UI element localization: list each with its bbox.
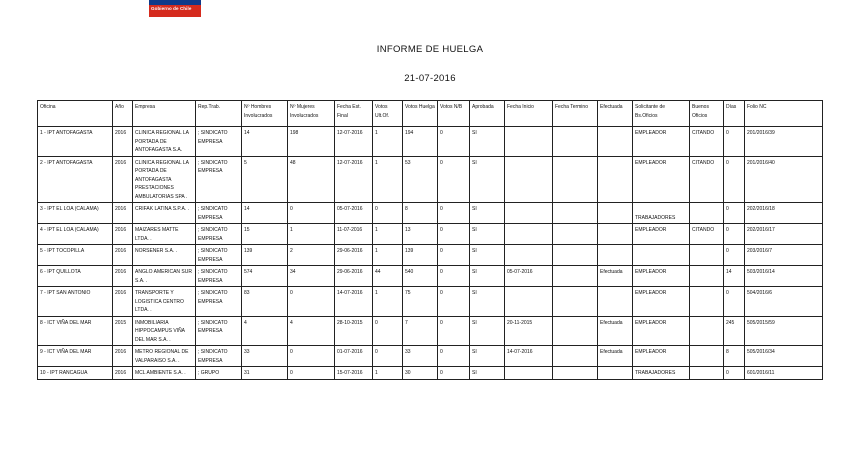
table-cell: 0 — [724, 245, 745, 266]
table-cell: 0 — [724, 287, 745, 317]
table-cell: 1 — [373, 367, 403, 380]
table-cell: 1 — [288, 224, 335, 245]
table-cell: NORSENER S.A. . — [133, 245, 196, 266]
table-cell: 139 — [242, 245, 288, 266]
table-cell: CITANDO — [690, 127, 724, 157]
table-cell: 503/2016/14 — [745, 266, 823, 287]
table-cell — [690, 367, 724, 380]
table-cell: 30 — [403, 367, 438, 380]
table-cell: 0 — [438, 224, 470, 245]
table-cell: SI — [470, 203, 505, 224]
column-header: Solicitante de Bs.Oficios — [633, 101, 690, 127]
table-cell: 0 — [373, 316, 403, 346]
table-cell: 505/2016/34 — [745, 346, 823, 367]
government-logo — [149, 0, 201, 12]
table-cell — [690, 203, 724, 224]
column-header: Oficina — [38, 101, 113, 127]
table-row — [38, 266, 823, 287]
table-cell: EMPLEADOR — [633, 127, 690, 157]
table-cell — [553, 203, 598, 224]
table-cell: TRABAJADORES — [633, 367, 690, 380]
table-cell: 7 - IPT SAN ANTONIO — [38, 287, 113, 317]
table-cell: 13 — [403, 224, 438, 245]
table-cell: SI — [470, 367, 505, 380]
table-cell — [690, 346, 724, 367]
table-cell: ; SINDICATO EMPRESA — [196, 156, 242, 203]
table-cell: ; SINDICATO EMPRESA — [196, 203, 242, 224]
table-cell: SI — [470, 346, 505, 367]
table-cell: CLINICA REGIONAL LA PORTADA DE ANTOFAGASTA PRESTACIONES AMBULATORIAS SPA . — [133, 156, 196, 203]
table-cell: SI — [470, 287, 505, 317]
table-cell — [553, 287, 598, 317]
table-cell: 0 — [438, 127, 470, 157]
table-cell: TRABAJADORES — [633, 203, 690, 224]
table-cell — [505, 156, 553, 203]
table-cell: 194 — [403, 127, 438, 157]
table-cell: 2016 — [113, 203, 133, 224]
table-cell: 540 — [403, 266, 438, 287]
table-cell: 12-07-2016 — [335, 156, 373, 203]
table-cell — [690, 245, 724, 266]
table-row — [38, 203, 823, 224]
table-cell: 14 — [242, 127, 288, 157]
table-cell: 1 — [373, 224, 403, 245]
table-row — [38, 156, 823, 203]
table-cell — [553, 316, 598, 346]
table-cell: SI — [470, 316, 505, 346]
column-header: Fecha Est. Final — [335, 101, 373, 127]
table-cell: EMPLEADOR — [633, 224, 690, 245]
table-cell: 8 — [403, 203, 438, 224]
table-cell: 201/2016/40 — [745, 156, 823, 203]
table-cell: 15 — [242, 224, 288, 245]
table-cell: 0 — [438, 266, 470, 287]
report-title: INFORME DE HUELGA — [376, 44, 484, 55]
table-cell: 4 — [242, 316, 288, 346]
table-cell: 0 — [438, 245, 470, 266]
table-cell — [505, 203, 553, 224]
table-cell: 0 — [438, 287, 470, 317]
table-cell: 28-10-2015 — [335, 316, 373, 346]
table-cell: 0 — [724, 367, 745, 380]
table-cell: 0 — [438, 203, 470, 224]
table-cell: SI — [470, 127, 505, 157]
table-cell: 2 - IPT ANTOFAGASTA — [38, 156, 113, 203]
table-cell: 31 — [242, 367, 288, 380]
table-cell: 2016 — [113, 156, 133, 203]
table-cell: 2016 — [113, 367, 133, 380]
table-cell: 10 - IPT RANCAGUA — [38, 367, 113, 380]
table-cell — [505, 367, 553, 380]
table-row — [38, 127, 823, 157]
table-cell — [598, 156, 633, 203]
table-row — [38, 245, 823, 266]
table-cell — [505, 127, 553, 157]
table-cell: 202/2016/18 — [745, 203, 823, 224]
table-cell: 0 — [288, 287, 335, 317]
table-cell — [598, 224, 633, 245]
table-cell: 4 — [288, 316, 335, 346]
table-cell: 83 — [242, 287, 288, 317]
table-cell: 53 — [403, 156, 438, 203]
table-cell — [553, 346, 598, 367]
table-cell: 0 — [288, 367, 335, 380]
table-cell: 198 — [288, 127, 335, 157]
table-cell: Efectuada — [598, 316, 633, 346]
column-header: Aprobada — [470, 101, 505, 127]
column-header: Rep.Trab. — [196, 101, 242, 127]
table-cell: 0 — [373, 203, 403, 224]
table-cell: ; SINDICATO EMPRESA — [196, 224, 242, 245]
table-cell: ; SINDICATO EMPRESA — [196, 346, 242, 367]
logo-text: Gobierno de Chile — [151, 6, 192, 11]
table-cell: 1 — [373, 156, 403, 203]
table-cell: MCL AMBIENTE S.A. . — [133, 367, 196, 380]
table-cell: 0 — [373, 346, 403, 367]
table-cell: 5 — [242, 156, 288, 203]
table-cell: 1 — [373, 127, 403, 157]
table-cell: 34 — [288, 266, 335, 287]
column-header: Empresa — [133, 101, 196, 127]
table-cell: 14-07-2016 — [505, 346, 553, 367]
table-cell: 2016 — [113, 245, 133, 266]
table-cell: SI — [470, 224, 505, 245]
table-cell: 12-07-2016 — [335, 127, 373, 157]
table-cell — [553, 224, 598, 245]
report-date: 21-07-2016 — [404, 73, 456, 84]
table-cell: 505/2015/59 — [745, 316, 823, 346]
table-cell: 9 - ICT VIÑA DEL MAR — [38, 346, 113, 367]
table-cell: 29-06-2016 — [335, 245, 373, 266]
table-cell: 44 — [373, 266, 403, 287]
column-header: Buenos Oficios — [690, 101, 724, 127]
table-cell: 0 — [438, 367, 470, 380]
table-cell: 33 — [242, 346, 288, 367]
table-cell: 203/2016/7 — [745, 245, 823, 266]
table-cell: 0 — [724, 127, 745, 157]
table-cell: 0 — [724, 203, 745, 224]
column-header: Fecha Termino — [553, 101, 598, 127]
table-cell: 14 — [242, 203, 288, 224]
table-cell — [598, 367, 633, 380]
table-cell: 2016 — [113, 224, 133, 245]
table-cell: 05-07-2016 — [335, 203, 373, 224]
table-cell: ; SINDICATO EMPRESA — [196, 245, 242, 266]
table-row — [38, 346, 823, 367]
table-cell: 8 - ICT VIÑA DEL MAR — [38, 316, 113, 346]
table-cell: 0 — [288, 203, 335, 224]
table-cell: ; GRUPO — [196, 367, 242, 380]
table-cell: Efectuada — [598, 266, 633, 287]
table-cell — [553, 156, 598, 203]
table-cell: ; SINDICATO EMPRESA — [196, 266, 242, 287]
table-cell — [690, 287, 724, 317]
table-cell — [505, 224, 553, 245]
table-header-row — [38, 101, 823, 127]
column-header: Nº Mujeres Involucrados — [288, 101, 335, 127]
table-cell: 2016 — [113, 287, 133, 317]
table-cell: 14 — [724, 266, 745, 287]
table-cell: 0 — [438, 346, 470, 367]
column-header: Nº Hombres Involucrados — [242, 101, 288, 127]
table-cell: EMPLEADOR — [633, 266, 690, 287]
table-cell: SI — [470, 266, 505, 287]
table-cell: 48 — [288, 156, 335, 203]
column-header: Folio NC — [745, 101, 823, 127]
table-cell: INMOBILIARIA HIPPOCAMPUS VIÑA DEL MAR S.A. . — [133, 316, 196, 346]
table-cell: ; SINDICATO EMPRESA — [196, 127, 242, 157]
table-cell — [553, 127, 598, 157]
table-cell — [505, 287, 553, 317]
table-cell: 5 - IPT TOCOPILLA — [38, 245, 113, 266]
table-cell: 139 — [403, 245, 438, 266]
table-row — [38, 367, 823, 380]
table-cell: 4 - IPT EL LOA (CALAMA) — [38, 224, 113, 245]
table-cell: 2016 — [113, 127, 133, 157]
table-cell: 0 — [438, 156, 470, 203]
table-cell: EMPLEADOR — [633, 316, 690, 346]
table-cell: 574 — [242, 266, 288, 287]
table-cell: 504/2016/6 — [745, 287, 823, 317]
table-cell: 11-07-2016 — [335, 224, 373, 245]
table-cell: 245 — [724, 316, 745, 346]
table-cell — [690, 316, 724, 346]
table-cell: 14-07-2016 — [335, 287, 373, 317]
table-row — [38, 287, 823, 317]
column-header: Efectuada — [598, 101, 633, 127]
table-cell: 75 — [403, 287, 438, 317]
table-cell: MAIZARES MATTE LTDA. . — [133, 224, 196, 245]
column-header: Votos Huelga — [403, 101, 438, 127]
table-cell: 8 — [724, 346, 745, 367]
table-row — [38, 224, 823, 245]
table-cell: Efectuada — [598, 346, 633, 367]
table-cell — [598, 127, 633, 157]
table-cell — [505, 245, 553, 266]
table-cell — [598, 203, 633, 224]
table-cell: EMPLEADOR — [633, 346, 690, 367]
table-cell: 0 — [438, 316, 470, 346]
table-cell: ANGLO AMERICAN SUR S.A. . — [133, 266, 196, 287]
table-cell — [553, 245, 598, 266]
table-cell: 0 — [724, 156, 745, 203]
table-cell: 20-11-2015 — [505, 316, 553, 346]
table-cell: 201/2016/39 — [745, 127, 823, 157]
table-cell: 0 — [724, 224, 745, 245]
table-cell: 1 — [373, 287, 403, 317]
strike-report-table — [37, 100, 823, 380]
table-cell: 2016 — [113, 266, 133, 287]
table-cell: 1 — [373, 245, 403, 266]
column-header: Votos N/B — [438, 101, 470, 127]
table-cell: SI — [470, 245, 505, 266]
table-cell: 2016 — [113, 346, 133, 367]
table-cell — [553, 367, 598, 380]
table-cell: EMPLEADOR — [633, 287, 690, 317]
column-header: Fecha Inicio — [505, 101, 553, 127]
table-cell: CITANDO — [690, 156, 724, 203]
table-cell — [553, 266, 598, 287]
table-cell: CITANDO — [690, 224, 724, 245]
table-cell: EMPLEADOR — [633, 156, 690, 203]
table-cell: 3 - IPT EL LOA (CALAMA) — [38, 203, 113, 224]
table-cell: 2 — [288, 245, 335, 266]
table-cell: 1 - IPT ANTOFAGASTA — [38, 127, 113, 157]
column-header: Año — [113, 101, 133, 127]
table-cell: ; SINDICATO EMPRESA — [196, 287, 242, 317]
table-cell: METRO REGIONAL DE VALPARAISO S.A. . — [133, 346, 196, 367]
column-header: Votos Ult.Of. — [373, 101, 403, 127]
table-cell: ; SINDICATO EMPRESA — [196, 316, 242, 346]
table-cell: SI — [470, 156, 505, 203]
table-cell: 15-07-2016 — [335, 367, 373, 380]
table-cell: TRANSPORTE Y LOGISTICA CENTRO LTDA. . — [133, 287, 196, 317]
table-cell: 6 - IPT QUILLOTA — [38, 266, 113, 287]
table-row — [38, 316, 823, 346]
table-cell: 2015 — [113, 316, 133, 346]
table-cell: 33 — [403, 346, 438, 367]
table-cell — [598, 287, 633, 317]
table-cell: 601/2016/11 — [745, 367, 823, 380]
table-cell: 0 — [288, 346, 335, 367]
table-cell: 7 — [403, 316, 438, 346]
table-cell: 202/2016/17 — [745, 224, 823, 245]
table-cell — [633, 245, 690, 266]
table-cell — [690, 266, 724, 287]
column-header: Días — [724, 101, 745, 127]
table-cell: 05-07-2016 — [505, 266, 553, 287]
table-cell: 29-06-2016 — [335, 266, 373, 287]
table-cell: CRIFAK LATINA S.P.A. . — [133, 203, 196, 224]
table-cell: CLINICA REGIONAL LA PORTADA DE ANTOFAGASTA S.A. — [133, 127, 196, 157]
table-cell: 01-07-2016 — [335, 346, 373, 367]
table-cell — [598, 245, 633, 266]
